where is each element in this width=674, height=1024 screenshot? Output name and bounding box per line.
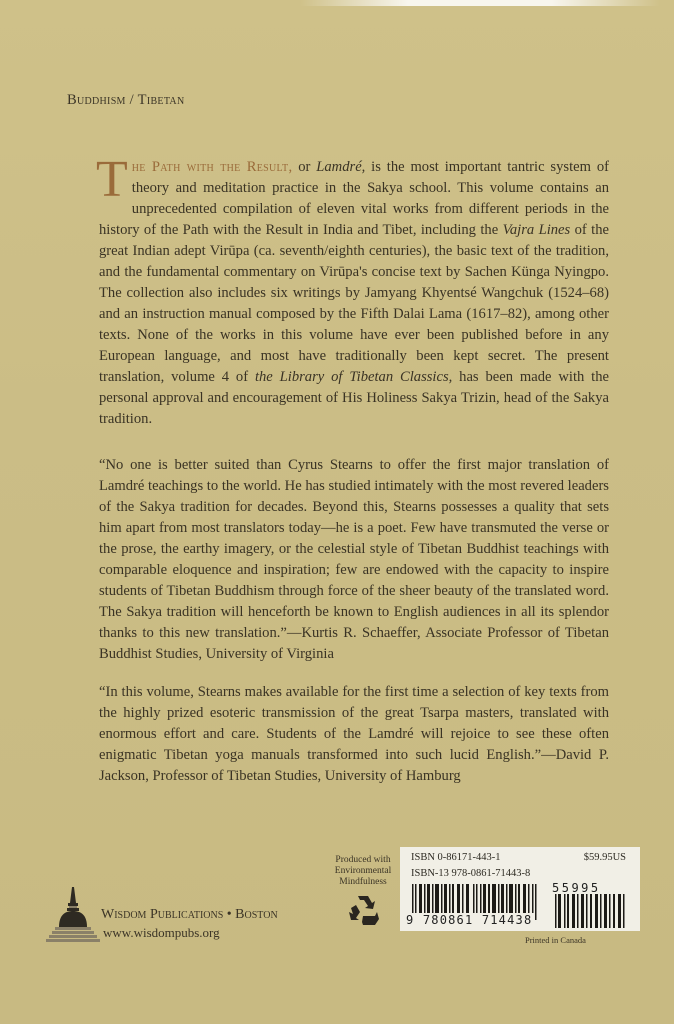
lead-in-title: he Path with the Result, [131,159,293,175]
publisher-url: www.wisdompubs.org [103,925,220,940]
addon-barcode [555,894,627,928]
light-glare [300,0,660,6]
eco-text: Produced with Environmental Mindfulness [334,855,392,887]
eco-badge [331,855,395,928]
desc-seg2: is the most important tantric system of theory and meditation practice in the Sakya school. This volume contains an unprecedented compilation of eleven vital works from different periods in the history of the Path with the Result in India and Tibet, including the [99,159,609,238]
isbn-13: ISBN-13 978-0861-71443-8 [411,868,531,879]
stupa-icon [45,885,101,945]
desc-seg1: or [292,159,317,175]
endorsement-quote-jackson: “In this volume, Stearns makes available for the first time a selection of key texts from the highly prized esoteric transmission of the great Tsarpa masters, translated with enormous effort and care. Students of the Lamdré will rejoice to see these often enigmatic Tibetan yoga manuals transformed into such lucid English.”—David P. Jackson, Professor of Tibetan Studies, University of Hamburg [99,684,609,784]
recycle-icon [345,892,381,928]
publisher-block [45,885,315,945]
endorsement-quote-schaeffer: “No one is better suited than Cyrus Stearns to offer the first major translation of Lamdré teachings to the world. He has studied intimately with the most revered leaders of the Sakya tradition for decades. Beyond this, Stearns possesses a quality that sets him apart from most translators today—he is a poet. Few have transmuted the verse or the prose, the earthy imagery, or the celestial style of Tibetan Buddhist teachings with comparable eloquence and inspiration; few are endowed with the capacity to inspire students of Tibetan Buddhism through force of the sheer beauty of the translated word. The Sakya tradition will henceforth be known to English audiences in all its splendor thanks to this new translation.”—Kurtis R. Schaeffer, Associate Professor of Tibetan Buddhist Studies, University of Virginia [99,457,609,662]
price: $59.95US [583,852,626,863]
ean-digits: 9 780861 714438 [406,913,533,927]
addon-digits: 55995 [552,881,601,895]
vajra-lines-italic: Vajra Lines [502,222,571,238]
publisher-name: Wisdom Publications • Boston [101,907,278,922]
lamdre-italic: Lamdré, [316,159,366,175]
category-label: Buddhism / Tibetan [67,92,185,108]
library-italic: the Library of Tibetan Classics, [254,369,453,385]
desc-seg4: has been made with the personal approval and encouragement of His Holiness Sakya Trizin, head of the Sakya tradition. [99,369,610,427]
desc-seg3: of the great Indian adept Virūpa (ca. seventh/eighth centuries), the basic text of the tradition, and the fundamental commentary on Virūpa's concise text by Sachen Künga Nyingpo. The collection also includes six writings by Jamyang Khyentsé Wangchuk (1524–68) and an instruction manual composed by the Fifth Dalai Lama (1617–82), among other texts. None of the works in this volume have ever been published before in any European language, and most have traditionally been kept secret. The present translation, volume 4 of [99,222,609,385]
description-paragraph [96,151,610,430]
barcode-label [400,847,640,931]
drop-cap: T [96,151,128,208]
printed-in: Printed in Canada [525,935,586,945]
isbn-10: ISBN 0-86171-443-1 [411,852,501,863]
